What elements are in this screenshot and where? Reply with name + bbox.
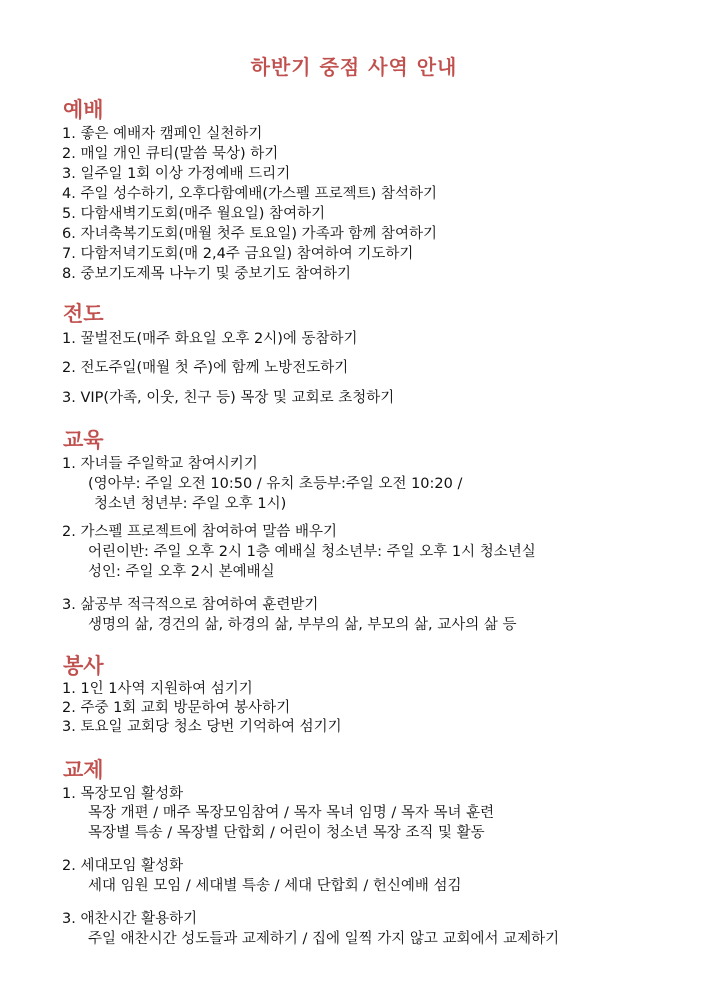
- service-item: 2. 주중 1회 교회 방문하여 봉사하기: [62, 700, 291, 716]
- fellowship-item-detail: 세대 임원 모임 / 세대별 특송 / 세대 단합회 / 헌신예배 섬김: [88, 878, 462, 894]
- education-item: 1. 자녀들 주일학교 참여시키기: [62, 456, 258, 472]
- worship-item: 4. 주일 성수하기, 오후다함예배(가스펠 프로젝트) 참석하기: [62, 186, 437, 202]
- education-item: 2. 가스펠 프로젝트에 참여하여 말씀 배우기: [62, 524, 337, 540]
- service-item: 1. 1인 1사역 지원하여 섬기기: [62, 681, 253, 697]
- section-heading-education: 교육: [63, 428, 104, 452]
- worship-item: 8. 중보기도제목 나누기 및 중보기도 참여하기: [62, 266, 352, 282]
- section-heading-service: 봉사: [63, 654, 104, 678]
- education-item-detail: 생명의 삶, 경건의 삶, 하경의 삶, 부부의 삶, 부모의 삶, 교사의 삶 등: [88, 617, 517, 633]
- fellowship-item: 1. 목장모임 활성화: [62, 786, 184, 802]
- section-heading-fellowship: 교제: [63, 758, 104, 782]
- education-item-detail: 어린이반: 주일 오후 2시 1층 예배실 청소년부: 주일 오후 1시 청소년실: [88, 544, 536, 560]
- worship-item: 7. 다함저녁기도회(매 2,4주 금요일) 참여하여 기도하기: [62, 246, 414, 262]
- section-heading-worship: 예배: [63, 98, 104, 122]
- page-title: 하반기 중점 사역 안내: [250, 55, 458, 79]
- fellowship-item-detail: 목장별 특송 / 목장별 단합회 / 어린이 청소년 목장 조직 및 활동: [88, 825, 485, 841]
- education-item-detail: 청소년 청년부: 주일 오후 1시): [94, 496, 287, 512]
- evangelism-item: 2. 전도주일(매월 첫 주)에 함께 노방전도하기: [62, 360, 349, 376]
- section-heading-evangelism: 전도: [63, 302, 104, 326]
- worship-item: 6. 자녀축복기도회(매월 첫주 토요일) 가족과 함께 참여하기: [62, 226, 437, 242]
- education-item-detail: 성인: 주일 오후 2시 본예배실: [88, 564, 275, 580]
- service-item: 3. 토요일 교회당 청소 당번 기억하여 섬기기: [62, 719, 342, 735]
- worship-item: 2. 매일 개인 큐티(말씀 묵상) 하기: [62, 146, 279, 162]
- fellowship-item-detail: 주일 애찬시간 성도들과 교제하기 / 집에 일찍 가지 않고 교회에서 교제하기: [88, 931, 560, 947]
- evangelism-item: 1. 꿀벌전도(매주 화요일 오후 2시)에 동참하기: [62, 331, 358, 347]
- education-item: 3. 삶공부 적극적으로 참여하여 훈련받기: [62, 597, 319, 613]
- worship-item: 3. 일주일 1회 이상 가정예배 드리기: [62, 166, 291, 182]
- worship-item: 1. 좋은 예배자 캠페인 실천하기: [62, 126, 263, 142]
- fellowship-item: 2. 세대모임 활성화: [62, 858, 184, 874]
- worship-item: 5. 다함새벽기도회(매주 월요일) 참여하기: [62, 206, 326, 222]
- education-item-detail: (영아부: 주일 오전 10:50 / 유치 초등부:주일 오전 10:20 /: [88, 476, 463, 492]
- fellowship-item-detail: 목장 개편 / 매주 목장모임참여 / 목자 목녀 임명 / 목자 목녀 훈련: [88, 805, 495, 821]
- fellowship-item: 3. 애찬시간 활용하기: [62, 911, 198, 927]
- evangelism-item: 3. VIP(가족, 이웃, 친구 등) 목장 및 교회로 초청하기: [62, 390, 395, 406]
